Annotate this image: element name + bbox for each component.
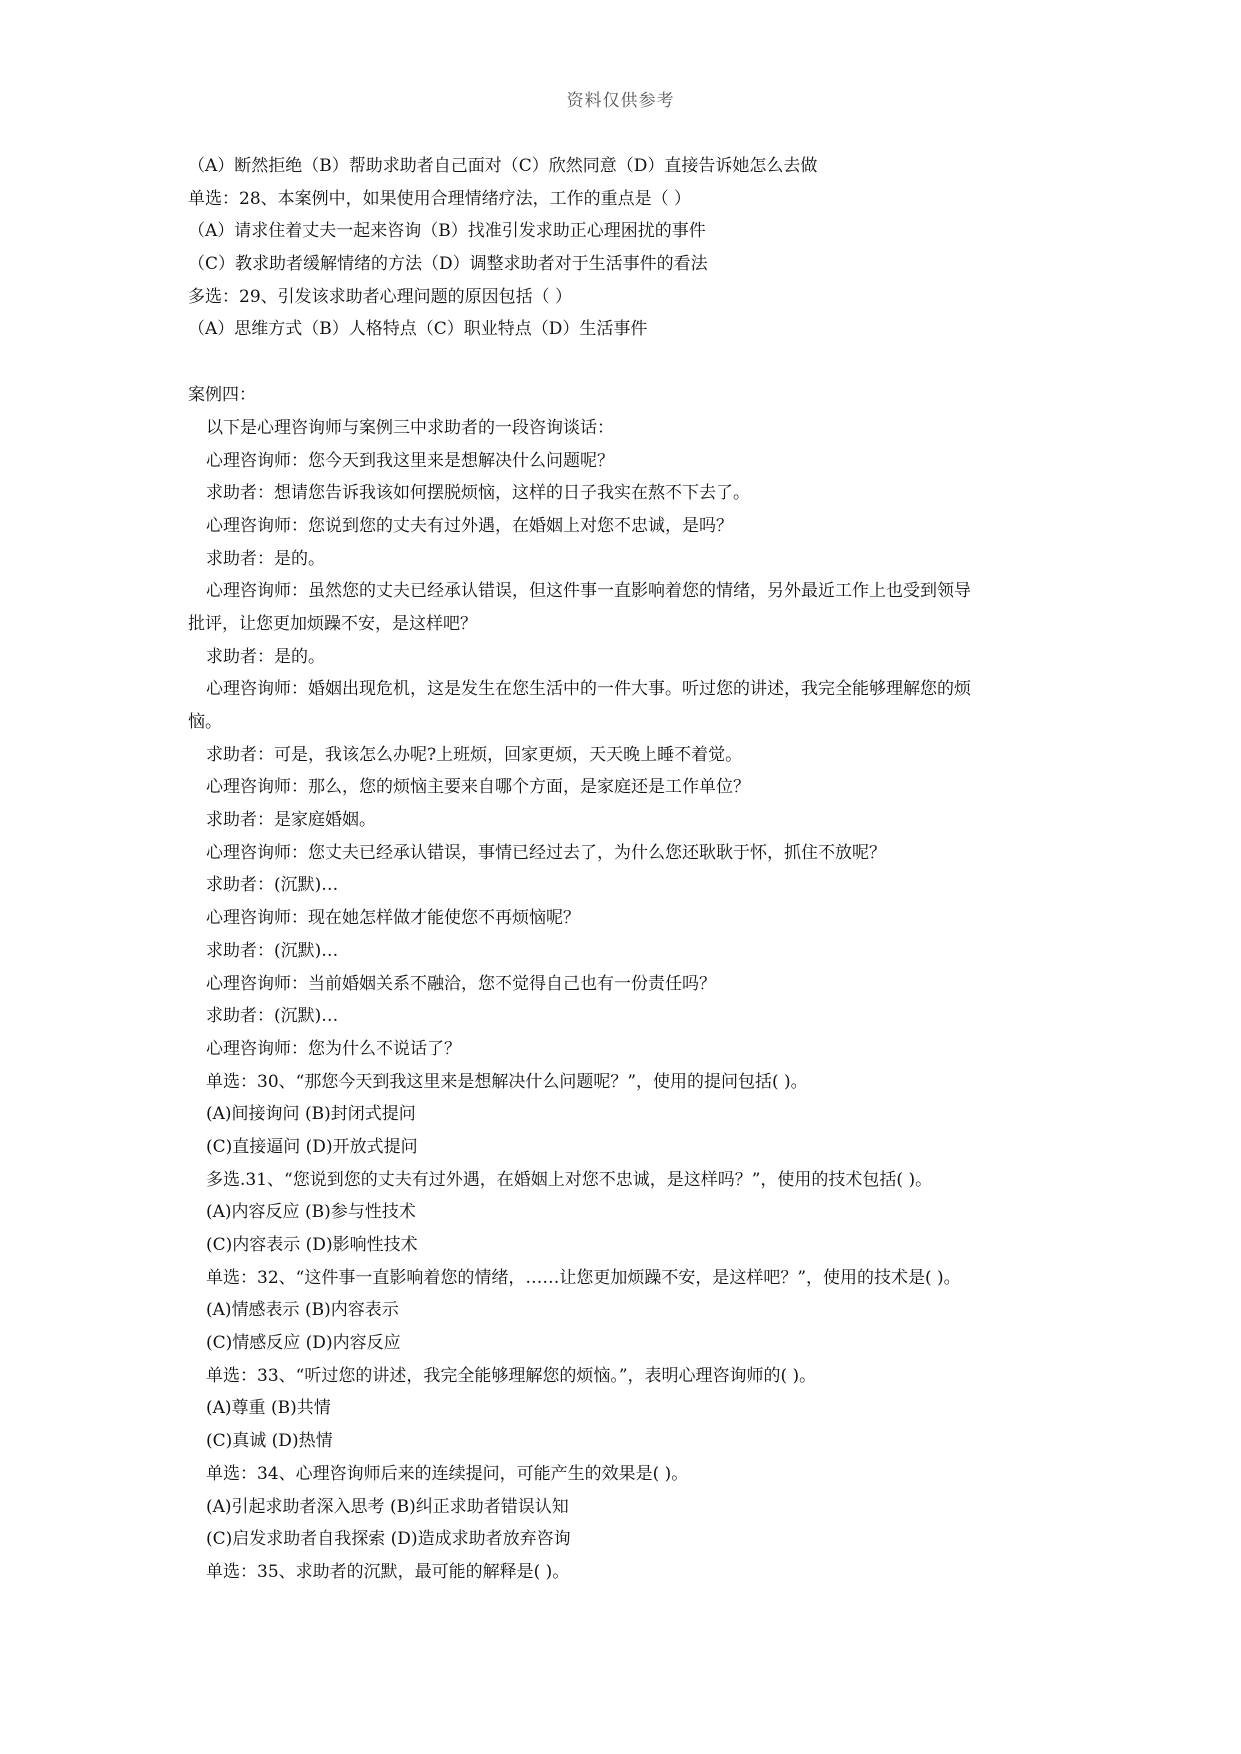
option-line: (A)尊重 (B)共情 bbox=[206, 1398, 331, 1419]
option-line: (A)情感表示 (B)内容表示 bbox=[206, 1300, 399, 1321]
question-line: 单选：32、“这件事一直影响着您的情绪，……让您更加烦躁不安，是这样吧？”，使用的技术是( )。 bbox=[206, 1267, 961, 1288]
dialogue-line: 心理咨询师：虽然您的丈夫已经承认错误，但这件事一直影响着您的情绪，另外最近工作上也受到领导 bbox=[206, 581, 971, 602]
dialogue-line: 心理咨询师：当前婚姻关系不融洽，您不觉得自己也有一份责任吗？ bbox=[206, 973, 716, 994]
question-line: 单选：34、心理咨询师后来的连续提问，可能产生的效果是( )。 bbox=[206, 1463, 689, 1484]
option-line: （C）教求助者缓解情绪的方法（D）调整求助者对于生活事件的看法 bbox=[188, 254, 708, 275]
dialogue-line: 求助者：是的。 bbox=[206, 646, 325, 667]
question-line: 多选：29、引发该求助者心理问题的原因包括（ ） bbox=[188, 286, 573, 307]
dialogue-line: 心理咨询师：您为什么不说话了？ bbox=[206, 1038, 461, 1059]
option-line: (C)内容表示 (D)影响性技术 bbox=[206, 1235, 418, 1255]
dialogue-line: 求助者：(沉默)… bbox=[206, 940, 339, 961]
question-line: 单选：35、求助者的沉默，最可能的解释是( )。 bbox=[206, 1561, 570, 1582]
question-line: 单选：28、本案例中，如果使用合理情绪疗法，工作的重点是（ ） bbox=[188, 188, 692, 209]
option-line: （A）思维方式（B）人格特点（C）职业特点（D）生活事件 bbox=[188, 319, 648, 340]
option-line: (A)引起求助者深入思考 (B)纠正求助者错误认知 bbox=[206, 1496, 569, 1517]
option-line: (C)直接逼问 (D)开放式提问 bbox=[206, 1136, 418, 1157]
option-line: (A)内容反应 (B)参与性技术 bbox=[206, 1202, 416, 1223]
option-line: （A）请求住着丈夫一起来咨询（B）找准引发求助正心理困扰的事件 bbox=[188, 221, 706, 242]
dialogue-line: 心理咨询师：您丈夫已经承认错误，事情已经过去了，为什么您还耿耿于怀，抓住不放呢？ bbox=[206, 842, 886, 863]
dialogue-line: 心理咨询师：您说到您的丈夫有过外遇，在婚姻上对您不忠诚，是吗？ bbox=[206, 515, 733, 536]
option-line: (C)启发求助者自我探索 (D)造成求助者放弃咨询 bbox=[206, 1529, 571, 1550]
option-line: (C)真诚 (D)热情 bbox=[206, 1431, 333, 1452]
document-body bbox=[188, 150, 1068, 1589]
dialogue-line: 心理咨询师：您今天到我这里来是想解决什么问题呢？ bbox=[206, 450, 614, 471]
dialogue-line: 求助者：是家庭婚姻。 bbox=[206, 810, 376, 831]
question-line: 单选：33、“听过您的讲述，我完全能够理解您的烦恼。”，表明心理咨询师的( )。 bbox=[206, 1365, 817, 1386]
dialogue-line: 求助者：想请您告诉我该如何摆脱烦恼，这样的日子我实在熬不下去了。 bbox=[206, 483, 750, 504]
option-line: (C)情感反应 (D)内容反应 bbox=[206, 1333, 401, 1354]
page-header-watermark: 资料仅供参考 bbox=[566, 91, 675, 111]
case-title: 案例四： bbox=[188, 385, 256, 406]
dialogue-line: 求助者：是的。 bbox=[206, 548, 325, 569]
dialogue-line: 心理咨询师：婚姻出现危机，这是发生在您生活中的一件大事。听过您的讲述，我完全能够理解您的烦 bbox=[206, 679, 971, 700]
dialogue-line: 以下是心理咨询师与案例三中求助者的一段咨询谈话： bbox=[206, 417, 614, 438]
dialogue-line: 心理咨询师：现在她怎样做才能使您不再烦恼呢？ bbox=[206, 908, 580, 929]
dialogue-line: 心理咨询师：那么，您的烦恼主要来自哪个方面，是家庭还是工作单位？ bbox=[206, 777, 750, 798]
question-line: 多选.31、“您说到您的丈夫有过外遇，在婚姻上对您不忠诚，是这样吗？”，使用的技术包括( )。 bbox=[206, 1169, 933, 1190]
dialogue-line: 求助者：(沉默)… bbox=[206, 1006, 339, 1027]
question-line: 单选：30、“那您今天到我这里来是想解决什么问题呢？”，使用的提问包括( )。 bbox=[206, 1071, 808, 1092]
dialogue-line: 求助者：可是，我该怎么办呢?上班烦，回家更烦，天天晚上睡不着觉。 bbox=[206, 744, 743, 765]
dialogue-line-continued: 恼。 bbox=[188, 712, 222, 732]
section-gap bbox=[188, 346, 1068, 379]
dialogue-line: 求助者：(沉默)… bbox=[206, 875, 339, 896]
option-line: （A）断然拒绝（B）帮助求助者自己面对（C）欣然同意（D）直接告诉她怎么去做 bbox=[188, 156, 818, 176]
dialogue-line-continued: 批评，让您更加烦躁不安，是这样吧？ bbox=[188, 613, 477, 634]
option-line: (A)间接询问 (B)封闭式提问 bbox=[206, 1104, 416, 1125]
